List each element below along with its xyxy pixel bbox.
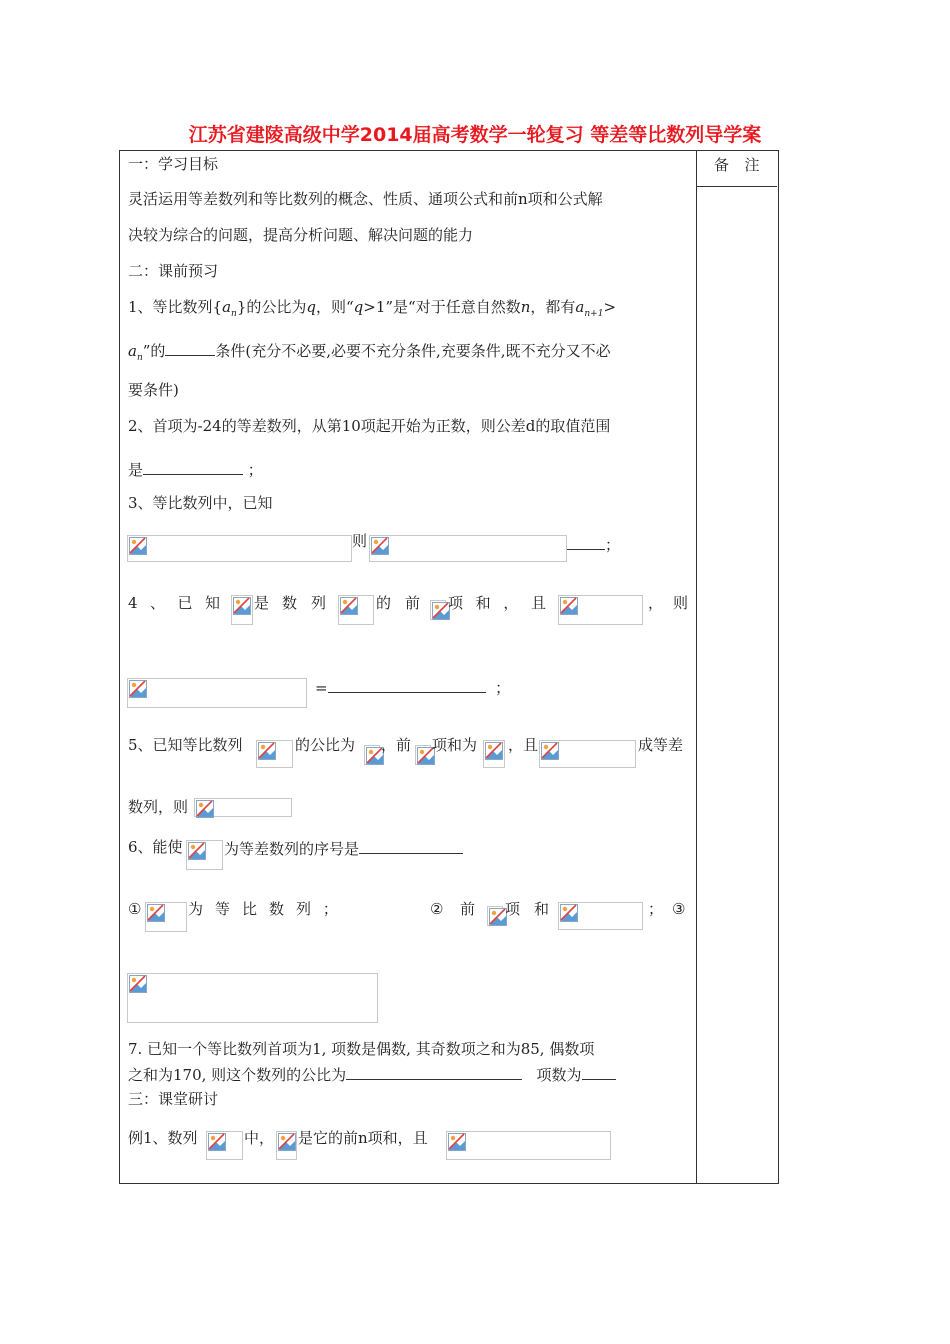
page-title: 江苏省建陵高级中学2014届高考数学一轮复习 等差等比数列导学案 bbox=[188, 124, 762, 146]
broken-image-icon bbox=[128, 679, 148, 699]
question-5-f: 成等差 bbox=[638, 736, 684, 754]
question-5-line-2: 数列，则 bbox=[128, 798, 189, 816]
answer-blank bbox=[567, 533, 605, 550]
option-1-marker: ① bbox=[128, 900, 142, 918]
broken-image-icon bbox=[339, 596, 359, 616]
question-7-line-2: 之和为170, 则这个数列的公比为 项数为 bbox=[128, 1063, 616, 1085]
question-4-de: 的 前 bbox=[376, 594, 420, 612]
broken-image-icon bbox=[447, 1132, 467, 1152]
formula-image bbox=[186, 840, 223, 870]
formula-image bbox=[145, 902, 187, 932]
question-3-end: ； bbox=[567, 533, 620, 555]
answer-blank bbox=[582, 1063, 616, 1080]
broken-image-icon bbox=[257, 741, 277, 761]
formula-image bbox=[430, 600, 446, 620]
remark-header-line bbox=[697, 186, 777, 187]
question-4-shulie: 数 列 bbox=[282, 594, 326, 612]
formula-image bbox=[194, 798, 292, 817]
question-5-b: 的公比为 bbox=[295, 736, 356, 754]
broken-image-icon bbox=[559, 596, 579, 616]
broken-image-icon bbox=[195, 799, 215, 819]
question-1-line-3: 要条件) bbox=[128, 381, 179, 399]
option-2-marker: ② bbox=[430, 900, 444, 918]
example-1-c: 是它的前n项和，且 bbox=[298, 1129, 428, 1147]
formula-image bbox=[127, 678, 307, 708]
question-6-a: 6、能使 bbox=[128, 838, 183, 856]
formula-image bbox=[558, 902, 643, 930]
question-2-line-2: 是 ； bbox=[128, 458, 263, 480]
goals-line-2: 决较为综合的问题，提高分析问题、解决问题的能力 bbox=[128, 226, 474, 244]
section-heading-goals: 一：学习目标 bbox=[128, 155, 219, 173]
section-heading-discussion: 三：课堂研讨 bbox=[128, 1090, 219, 1108]
option-2-end: ； bbox=[648, 900, 664, 918]
broken-image-icon bbox=[540, 741, 560, 761]
formula-image bbox=[206, 1131, 243, 1160]
example-1-a: 例1、数列 bbox=[128, 1129, 198, 1147]
formula-image bbox=[364, 745, 380, 765]
formula-image bbox=[256, 740, 293, 768]
formula-image bbox=[415, 745, 431, 765]
option-3-marker: ③ bbox=[672, 900, 686, 918]
formula-image bbox=[276, 1131, 297, 1160]
formula-image bbox=[231, 595, 253, 625]
formula-image bbox=[558, 595, 643, 625]
formula-image bbox=[338, 595, 374, 625]
broken-image-icon bbox=[484, 741, 504, 761]
formula-image bbox=[539, 740, 636, 768]
question-4-answer: = ； bbox=[315, 676, 510, 698]
section-heading-preview: 二：课前预习 bbox=[128, 262, 219, 280]
formula-image bbox=[483, 740, 505, 768]
question-7-line-1: 7. 已知一个等比数列首项为1, 项数是偶数, 其奇数项之和为85, 偶数项 bbox=[128, 1040, 595, 1058]
broken-image-icon bbox=[370, 536, 390, 556]
formula-image bbox=[127, 535, 352, 562]
question-5-d: 项和为 bbox=[432, 736, 478, 754]
question-5-a: 5、已知等比数列 bbox=[128, 736, 243, 754]
answer-blank bbox=[165, 339, 215, 356]
broken-image-icon bbox=[187, 841, 207, 861]
table-divider bbox=[696, 150, 697, 1183]
question-1-line-2: $a_n$”的 条件(充分不必要,必要不充分条件,充要条件,既不充分又不必 bbox=[128, 339, 611, 368]
broken-image-icon bbox=[559, 903, 579, 923]
question-2-line-1: 2、首项为-24的等差数列，从第10项起开始为正数，则公差d的取值范围 bbox=[128, 417, 611, 435]
answer-blank bbox=[328, 676, 486, 693]
option-1-text: 为 等 比 数 列 ； bbox=[188, 900, 338, 918]
question-4-xianghe: 项 和 ， 且 bbox=[448, 594, 546, 612]
broken-image-icon bbox=[232, 596, 252, 616]
broken-image-icon bbox=[128, 536, 148, 556]
remark-column-header: 备 注 bbox=[714, 156, 762, 174]
option-2-b: 项 和 bbox=[505, 900, 549, 918]
formula-image bbox=[369, 535, 567, 562]
question-1-line-1: 1、等比数列$\{a_n\}$的公比为q，则“q>1”是“对于任意自然数n，都有$a_{n+1}>$ bbox=[128, 298, 617, 319]
goals-line-1: 灵活运用等差数列和等比数列的概念、性质、通项公式和前n项和公式解 bbox=[128, 190, 603, 208]
option-2-a: 前 bbox=[460, 900, 476, 918]
question-3-then: 则 bbox=[352, 532, 368, 550]
question-4-start: 4 、 已 知 bbox=[128, 594, 220, 612]
answer-blank bbox=[359, 837, 463, 854]
broken-image-icon bbox=[128, 974, 148, 994]
answer-blank bbox=[346, 1063, 522, 1080]
broken-image-icon bbox=[207, 1132, 227, 1152]
question-4-shi: 是 bbox=[254, 594, 270, 612]
broken-image-icon bbox=[146, 903, 166, 923]
question-4-ze: ， 则 bbox=[648, 594, 688, 612]
formula-image bbox=[446, 1131, 611, 1160]
broken-image-icon bbox=[277, 1132, 297, 1152]
formula-image bbox=[487, 906, 503, 926]
question-6-b: 为等差数列的序号是 bbox=[224, 837, 463, 859]
answer-blank bbox=[143, 458, 243, 475]
example-1-b: 中， bbox=[244, 1129, 275, 1147]
question-5-e: ，且 bbox=[508, 736, 539, 754]
question-5-c: ，前 bbox=[381, 736, 412, 754]
question-3-line-1: 3、等比数列中，已知 bbox=[128, 494, 273, 512]
formula-image bbox=[127, 973, 378, 1023]
